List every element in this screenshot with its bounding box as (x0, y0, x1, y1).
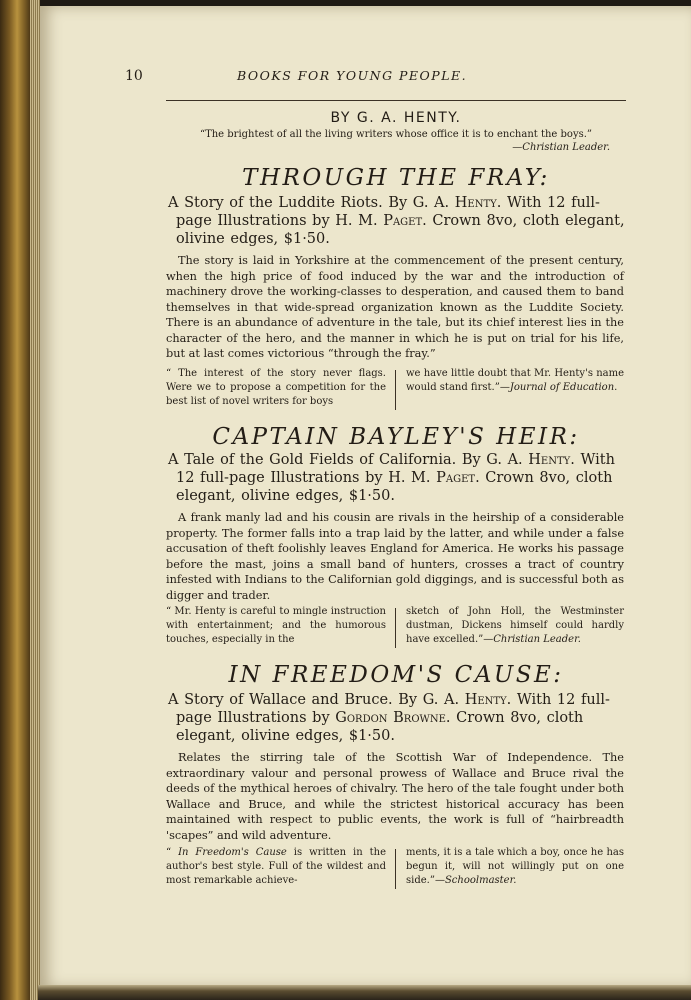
book-description: The story is laid in Yorkshire at the commencement of the present century, when the high price of food induced by the war and the introduction of machinery drove the working-classes to desperation, and caused them to band themselves in that wide-spread organization known as the Luddite Society. There is an abundance of adventure in the tale, but its chief interest lies in the character of the hero, and the manner in which he is put on trial for his life, but at last comes victorious “through the fray.” (166, 254, 624, 360)
book-title: IN FREEDOM'S CAUSE: (228, 662, 564, 688)
review-divider (395, 608, 396, 648)
review-left: “ In Freedom's Cause is written in the author's best style. Full of the wildest and most remarkable achieve- (166, 847, 386, 886)
review-divider (395, 849, 396, 889)
book-reviews (166, 605, 626, 655)
book-title: THROUGH THE FRAY: (242, 165, 550, 191)
page-number: 10 (125, 68, 143, 84)
book-description: A frank manly lad and his cousin are rivals in the heirship of a considerable property. The former falls into a trap laid by the latter, and while under a false accusation of theft foolishly leaves England for America. He works his passage before the mast, joins a small band of hunters, crosses a tract of country infested with Indians to the Californian gold diggings, and is successful both as digger and trader. (166, 511, 624, 602)
book-entry: A Story of the Luddite Riots. By G. A. Henty. With 12 full-page Illustrations by H. M. Paget. Crown 8vo, cloth elegant, olivine edges, $1·50. (168, 195, 625, 247)
review-left: “ The interest of the story never flags. Were we to propose a competition for the best list of novel writers for boys (166, 368, 386, 407)
book-title: CAPTAIN BAYLEY'S HEIR: (212, 424, 580, 450)
review-left: “ Mr. Henty is careful to mingle instruction with entertainment; and the humorous touches, especially in the (166, 606, 386, 645)
book-reviews (166, 367, 626, 417)
header-rule (166, 100, 626, 101)
book-description: Relates the stirring tale of the Scottish War of Independence. The extraordinary valour and personal prowess of Wallace and Bruce rival the deeds of the mythical heroes of chivalry. The hero of the tale fought under both Wallace and Bruce, and while the strictest historical accuracy has been maintained with respect to public events, the work is full of “hairbreadth 'scapes” and wild adventure. (166, 751, 624, 842)
book-entry: A Story of Wallace and Bruce. By G. A. Henty. With 12 full-page Illustrations by Gordon Browne. Crown 8vo, cloth elegant, olivine edges, $1·50. (168, 692, 610, 744)
review-right: ments, it is a tale which a boy, once he has begun it, will not willingly put on one side.”—Schoolmaster. (406, 847, 624, 886)
book-entry: A Tale of the Gold Fields of California. By G. A. Henty. With 12 full-page Illustrations by H. M. Paget. Crown 8vo, cloth elegant, olivine edges, $1·50. (168, 452, 615, 504)
review-right: sketch of John Holl, the Westminster dustman, Dickens himself could hardly have excelled.”—Christian Leader. (406, 606, 624, 645)
running-title: BOOKS FOR YOUNG PEOPLE. (237, 68, 468, 83)
author-quote-source: —Christian Leader. (512, 142, 610, 153)
author-quote: “The brightest of all the living writers whose office it is to enchant the boys.” (199, 129, 593, 140)
page-edges (30, 0, 40, 1000)
review-divider (395, 370, 396, 410)
review-right: we have little doubt that Mr. Henty's name would stand first.”—Journal of Education. (406, 368, 624, 393)
author-heading: BY G. A. HENTY. (330, 110, 462, 126)
running-head (125, 68, 625, 88)
book-reviews (166, 846, 626, 896)
page-bottom-edge (38, 985, 691, 1000)
